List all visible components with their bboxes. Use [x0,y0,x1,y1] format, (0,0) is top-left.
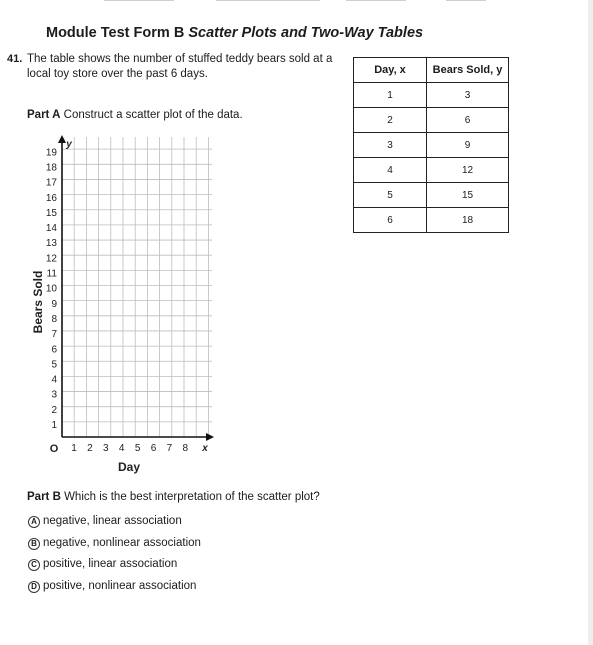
y-tick-label: 10 [45,283,57,295]
y-axis-arrow-icon [58,135,66,143]
x-tick-label: 4 [118,443,125,454]
origin-label: O [49,443,59,455]
question-number: 41. [7,53,23,65]
x-tick-label: 5 [134,443,141,454]
y-tick-label: 19 [45,147,57,159]
x-tick-label: 3 [103,443,109,454]
x-tick-label: 2 [87,443,93,454]
title-plain: Module Test Form B [46,25,185,41]
y-tick-label: 1 [51,420,57,431]
choice-text: negative, nonlinear association [43,537,201,549]
y-tick-label: 12 [45,253,57,265]
day-cell: 1 [354,83,427,108]
x-axis-label: Day [117,460,141,474]
y-tick-label: 4 [51,374,57,386]
y-tick-label: 11 [46,268,57,280]
y-tick-label: 2 [51,404,57,416]
y-tick-label: 15 [45,207,57,219]
choice-letter-a: A [28,516,40,528]
header-bears: Bears Sold, y [427,58,509,83]
y-tick-label: 16 [45,192,57,204]
x-tick-label: 7 [166,443,173,454]
bears-cell: 9 [427,133,509,158]
day-cell: 3 [354,133,427,158]
y-tick-label: 9 [51,298,57,310]
day-cell: 2 [354,108,427,133]
part-b [27,491,320,503]
choice-c[interactable] [28,558,177,571]
y-tick-label: 8 [51,313,57,325]
bears-cell: 6 [427,108,509,133]
day-cell: 5 [354,183,427,208]
y-tick-label: 13 [45,238,57,250]
bears-cell: 15 [427,183,509,208]
choice-b[interactable] [28,537,201,550]
x-tick-label: 1 [71,443,77,454]
x-tick-label: 8 [182,443,189,454]
title-italic: Scatter Plots and Two-Way Tables [188,25,424,41]
choice-text: positive, linear association [43,558,178,570]
y-tick-label: 5 [51,359,57,371]
y-tick-label: 14 [45,223,57,235]
choice-a[interactable] [28,515,182,528]
choice-letter-c: C [28,559,40,571]
y-tick-label: 3 [51,389,57,401]
day-cell: 4 [354,158,427,183]
part-b-text: Which is the best interpretation of the scatter plot? [64,491,320,503]
x-tick-label: 6 [150,443,157,454]
day-cell: 6 [354,208,427,233]
bears-cell: 18 [427,208,509,233]
part-a-label: Part A [27,109,61,121]
bears-cell: 12 [427,158,509,183]
choice-text: negative, linear association [43,515,182,527]
choice-letter-b: B [28,538,40,550]
y-axis-label: Bears Sold [31,270,45,334]
y-tick-label: 6 [51,344,57,356]
part-a-text: Construct a scatter plot of the data. [63,109,243,121]
y-tick-label: 17 [45,177,57,189]
part-b-label: Part B [27,491,61,503]
y-variable-label: y [66,139,72,150]
choice-letter-d: D [28,581,40,593]
x-axis-arrow-icon [206,433,214,441]
choice-text: positive, nonlinear association [43,580,197,592]
x-variable-label: x [202,443,208,454]
question-text: The table shows the number of stuffed teddy bears sold at a local toy store over the past 6 days. [27,53,333,80]
y-tick-label: 18 [45,162,57,174]
choice-d[interactable] [28,580,196,593]
bears-cell: 3 [427,83,509,108]
y-tick-label: 7 [51,329,57,341]
header-day: Day, x [354,58,427,83]
